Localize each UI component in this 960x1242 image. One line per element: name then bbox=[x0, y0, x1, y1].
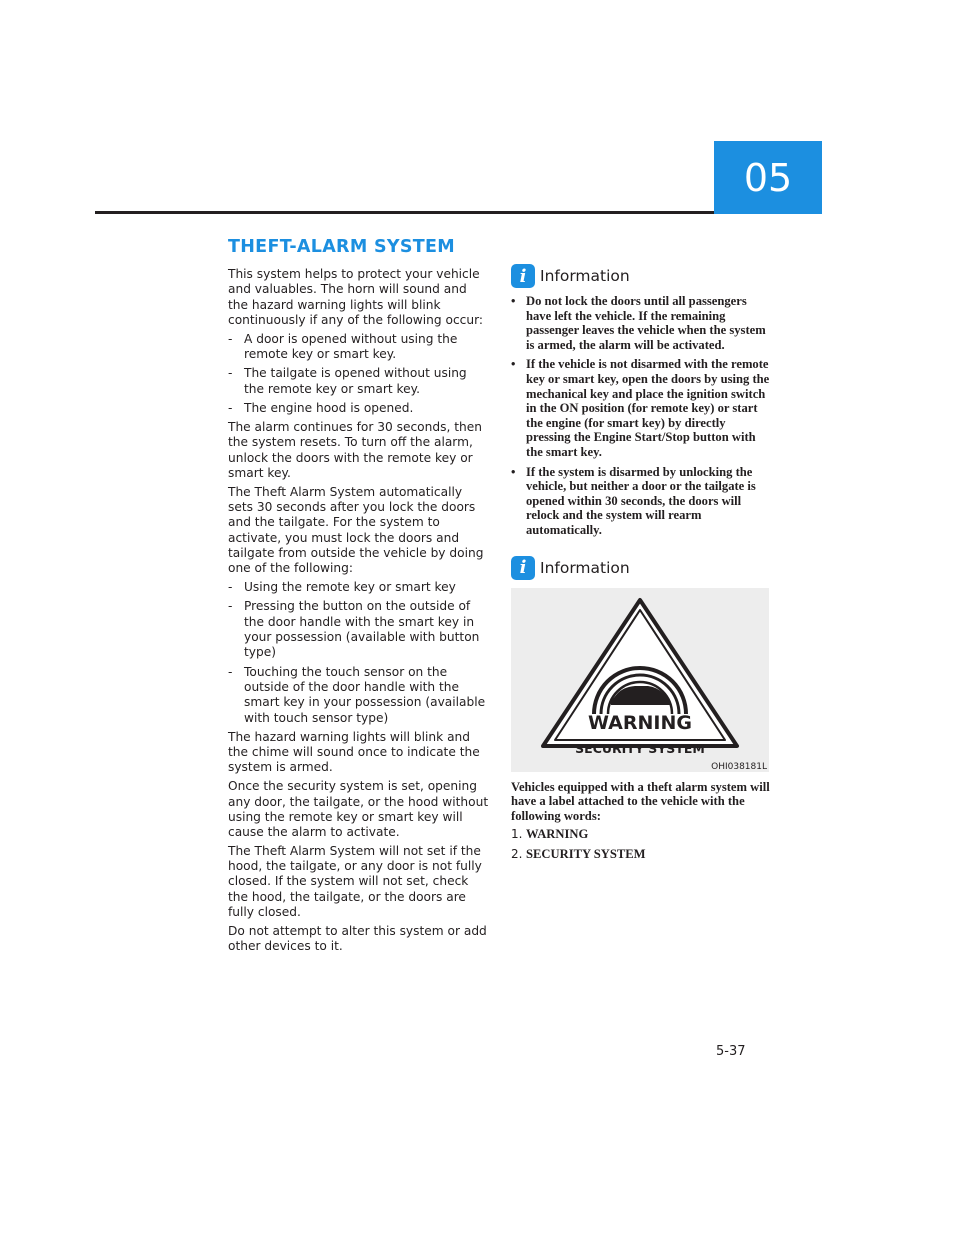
intro-paragraph: This system helps to protect your vehicle and valuables. The horn will sound and the hazard warning lights will blink continuously if any of the following occur: bbox=[228, 267, 483, 327]
chapter-tab: 05 bbox=[714, 141, 822, 214]
section-title: THEFT-ALARM SYSTEM bbox=[228, 237, 455, 257]
left-column bbox=[228, 236, 490, 958]
list-item: - Using the remote key or smart key bbox=[228, 580, 456, 595]
alarm-duration-paragraph: The alarm continues for 30 seconds, then the system resets. To turn off the alarm, unlock the doors with the remote key or smart key. bbox=[228, 420, 482, 481]
list-item: 1. WARNING bbox=[511, 827, 589, 842]
label-caption: Vehicles equipped with a theft alarm system will have a label attached to the vehicle with the following words: bbox=[511, 779, 770, 823]
list-item: - The engine hood is opened. bbox=[228, 400, 414, 415]
info-heading bbox=[511, 556, 773, 580]
do-not-alter-paragraph: Do not attempt to alter this system or add other devices to it. bbox=[228, 923, 487, 954]
list-item: • If the system is disarmed by unlocking the vehicle, but neither a door or the tailgate is opened within 30 seconds, the doors will relock and the system will rearm automatically. bbox=[511, 464, 756, 537]
info-icon: i bbox=[511, 556, 535, 580]
list-item: - Touching the touch sensor on the outside of the door handle with the smart key in your possession (available with touch sensor type) bbox=[228, 664, 486, 725]
label-words-list bbox=[511, 827, 773, 861]
auto-set-paragraph: The Theft Alarm System automatically sets 30 seconds after you lock the doors and the tailgate. For the system to activate, you must lock the doors and tailgate from outside the vehicle by doing one of the following: bbox=[228, 484, 484, 576]
trigger-list bbox=[228, 332, 490, 416]
header-rule bbox=[95, 211, 714, 214]
armed-notice-paragraph: The hazard warning lights will blink and the chime will sound once to indicate the system is armed. bbox=[228, 729, 480, 775]
info-bullet-list bbox=[511, 294, 773, 538]
label-security-text: SECURITY SYSTEM bbox=[575, 740, 705, 756]
list-item: • Do not lock the doors until all passengers have left the vehicle. If the remaining passenger leaves the vehicle when the system is armed, the alarm will be activated. bbox=[511, 294, 766, 352]
figure-code: OHI038181L bbox=[711, 761, 767, 772]
once-set-paragraph: Once the security system is set, opening any door, the tailgate, or the hood without using the remote key or smart key will cause the alarm to activate. bbox=[228, 779, 489, 840]
list-item: - A door is opened without using the remote key or smart key. bbox=[228, 331, 458, 361]
info-heading bbox=[511, 264, 773, 288]
right-column bbox=[511, 264, 773, 866]
security-label-figure bbox=[511, 588, 769, 772]
info-title: Information bbox=[540, 267, 630, 285]
list-item: • If the vehicle is not disarmed with the remote key or smart key, open the doors by using the mechanical key and place the ignition switch in the ON position (for remote key) or start the engine (for smart key) by directly pressing the Engine Start/Stop button with the smart key. bbox=[511, 357, 770, 459]
warning-triangle-icon bbox=[511, 588, 769, 772]
info-title: Information bbox=[540, 558, 630, 577]
info-icon: i bbox=[511, 264, 535, 288]
label-warning-text: WARNING bbox=[588, 711, 692, 734]
list-item: - Pressing the button on the outside of the door handle with the smart key in your possession (available with button type) bbox=[228, 599, 480, 660]
not-set-paragraph: The Theft Alarm System will not set if the hood, the tailgate, or any door is not fully closed. If the system will not set, check the hood, the tailgate, or the doors are fully closed. bbox=[228, 843, 482, 920]
list-item: - The tailgate is opened without using the remote key or smart key. bbox=[228, 366, 467, 396]
list-item: 2. SECURITY SYSTEM bbox=[511, 846, 646, 861]
page-number: 5-37 bbox=[716, 1044, 746, 1059]
activation-list bbox=[228, 580, 490, 726]
